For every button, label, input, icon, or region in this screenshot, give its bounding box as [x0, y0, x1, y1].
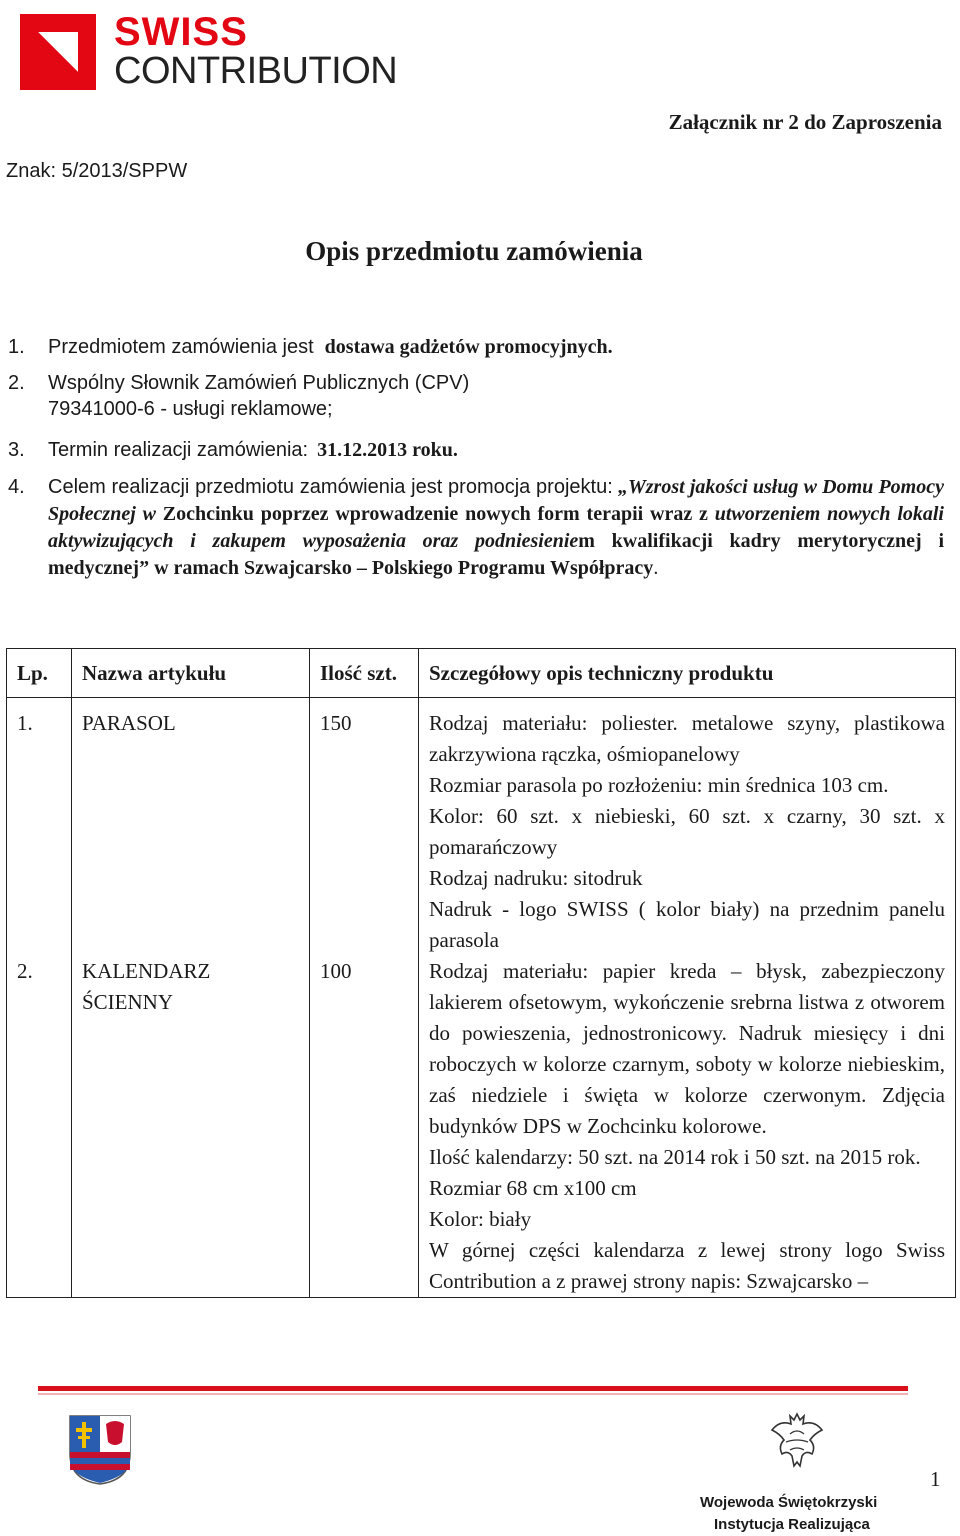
polish-eagle-icon	[770, 1410, 824, 1470]
item-text: Termin realizacji zamówienia:	[48, 439, 309, 461]
item-text: Przedmiotem zamówienia jest	[48, 336, 314, 358]
page-number: 1	[930, 1467, 941, 1491]
footer-red-bar-shadow	[38, 1393, 908, 1395]
item-text-line2: 79341000-6 - usługi reklamowe;	[48, 398, 333, 420]
desc-line: Rodzaj materiału: poliester. metalowe szyny, plastikowa zakrzywiona rączka, ośmiopanelowy	[429, 711, 945, 766]
cell-lp: 2.	[7, 956, 72, 1298]
header-name: Nazwa artykułu	[72, 649, 310, 698]
annex-label: Załącznik nr 2 do Zaproszenia	[668, 110, 942, 134]
cell-description	[419, 956, 956, 1298]
header-description: Szczegółowy opis techniczny produktu	[419, 649, 956, 698]
project-title-c: utworzeniem nowych lokali aktywizujących i zakupem wyposażenia oraz podniesienie	[48, 503, 944, 552]
project-title-d: m kwalifikacji kadry merytorycznej i medycznej”	[48, 530, 944, 579]
program-name: w ramach Szwajcarsko – Polskiego Programu Współpracy	[154, 557, 654, 579]
cell-name: KALENDARZ ŚCIENNY	[72, 956, 310, 1298]
footer-line-2: Instytucja Realizująca	[714, 1516, 870, 1533]
desc-line: W górnej części kalendarza z lewej strony logo Swiss Contribution a z prawej strony napis: Szwajcarsko –	[429, 1238, 945, 1293]
reference-number: Znak: 5/2013/SPPW	[6, 160, 188, 182]
desc-line: Nadruk - logo SWISS ( kolor biały) na przednim panelu parasola	[429, 897, 945, 952]
desc-line: Rozmiar 68 cm x100 cm	[429, 1176, 637, 1200]
header-qty: Ilość szt.	[310, 649, 419, 698]
product-table	[6, 648, 956, 1298]
desc-line: Ilość kalendarzy: 50 szt. na 2014 rok i 50 szt. na 2015 rok.	[429, 1145, 921, 1169]
swietokrzyskie-coat-of-arms-icon	[68, 1414, 132, 1486]
list-number: 2.	[8, 372, 25, 394]
item-intro: Celem realizacji przedmiotu zamówienia jest promocja projektu:	[48, 476, 613, 498]
table-row	[7, 956, 956, 1298]
logo-text-contribution: CONTRIBUTION	[114, 50, 398, 92]
desc-line: Kolor: 60 szt. x niebieski, 60 szt. x czarny, 30 szt. x pomarańczowy	[429, 804, 945, 859]
sentence-end: .	[653, 557, 659, 579]
list-number: 4.	[8, 476, 25, 498]
desc-line: Kolor: biały	[429, 1207, 532, 1231]
desc-line: Rodzaj materiału: papier kreda – błysk, zabezpieczony lakierem ofsetowym, wykończenie srebrna listwa z otworem do powieszenia, jednostronicowy. Nadruk miesięcy i dni roboczych w kolorze czarnym, soboty w kolorze niebieskim, zaś niedziele i święta w kolorze czerwonym. Zdjęcia budynków DPS w Zochcinku kolorowe.	[429, 959, 945, 1138]
desc-line: Rodzaj nadruku: sitodruk	[429, 866, 643, 890]
swiss-flag-icon	[20, 14, 96, 90]
cell-qty: 100	[310, 956, 419, 1298]
cell-lp: 1.	[7, 698, 72, 957]
item-text-bold: dostawa gadżetów promocyjnych.	[324, 336, 613, 358]
footer-line-1: Wojewoda Świętokrzyski	[700, 1494, 878, 1511]
item-text-line1: Wspólny Słownik Zamówień Publicznych (CPV)	[48, 372, 470, 394]
table-row	[7, 698, 956, 957]
cell-qty: 150	[310, 698, 419, 957]
cell-description	[419, 698, 956, 957]
page-title: Opis przedmiotu zamówienia	[305, 236, 643, 266]
swiss-contribution-logo	[20, 10, 400, 94]
item-text-bold: 31.12.2013 roku.	[317, 439, 458, 461]
footer-red-bar	[38, 1386, 908, 1391]
table-header-row	[7, 649, 956, 698]
project-title-a: „Wzrost jakości usług w Domu Pomocy Społecznej w	[48, 476, 944, 525]
logo-text-swiss: SWISS	[114, 10, 248, 54]
header-lp: Lp.	[7, 649, 72, 698]
project-title-b: Zochcinku poprzez wprowadzenie nowych form terapii wraz z	[162, 503, 708, 525]
list-number: 1.	[8, 336, 25, 358]
cell-name: PARASOL	[72, 698, 310, 957]
list-number: 3.	[8, 439, 25, 461]
desc-line: Rozmiar parasola po rozłożeniu: min średnica 103 cm.	[429, 773, 889, 797]
